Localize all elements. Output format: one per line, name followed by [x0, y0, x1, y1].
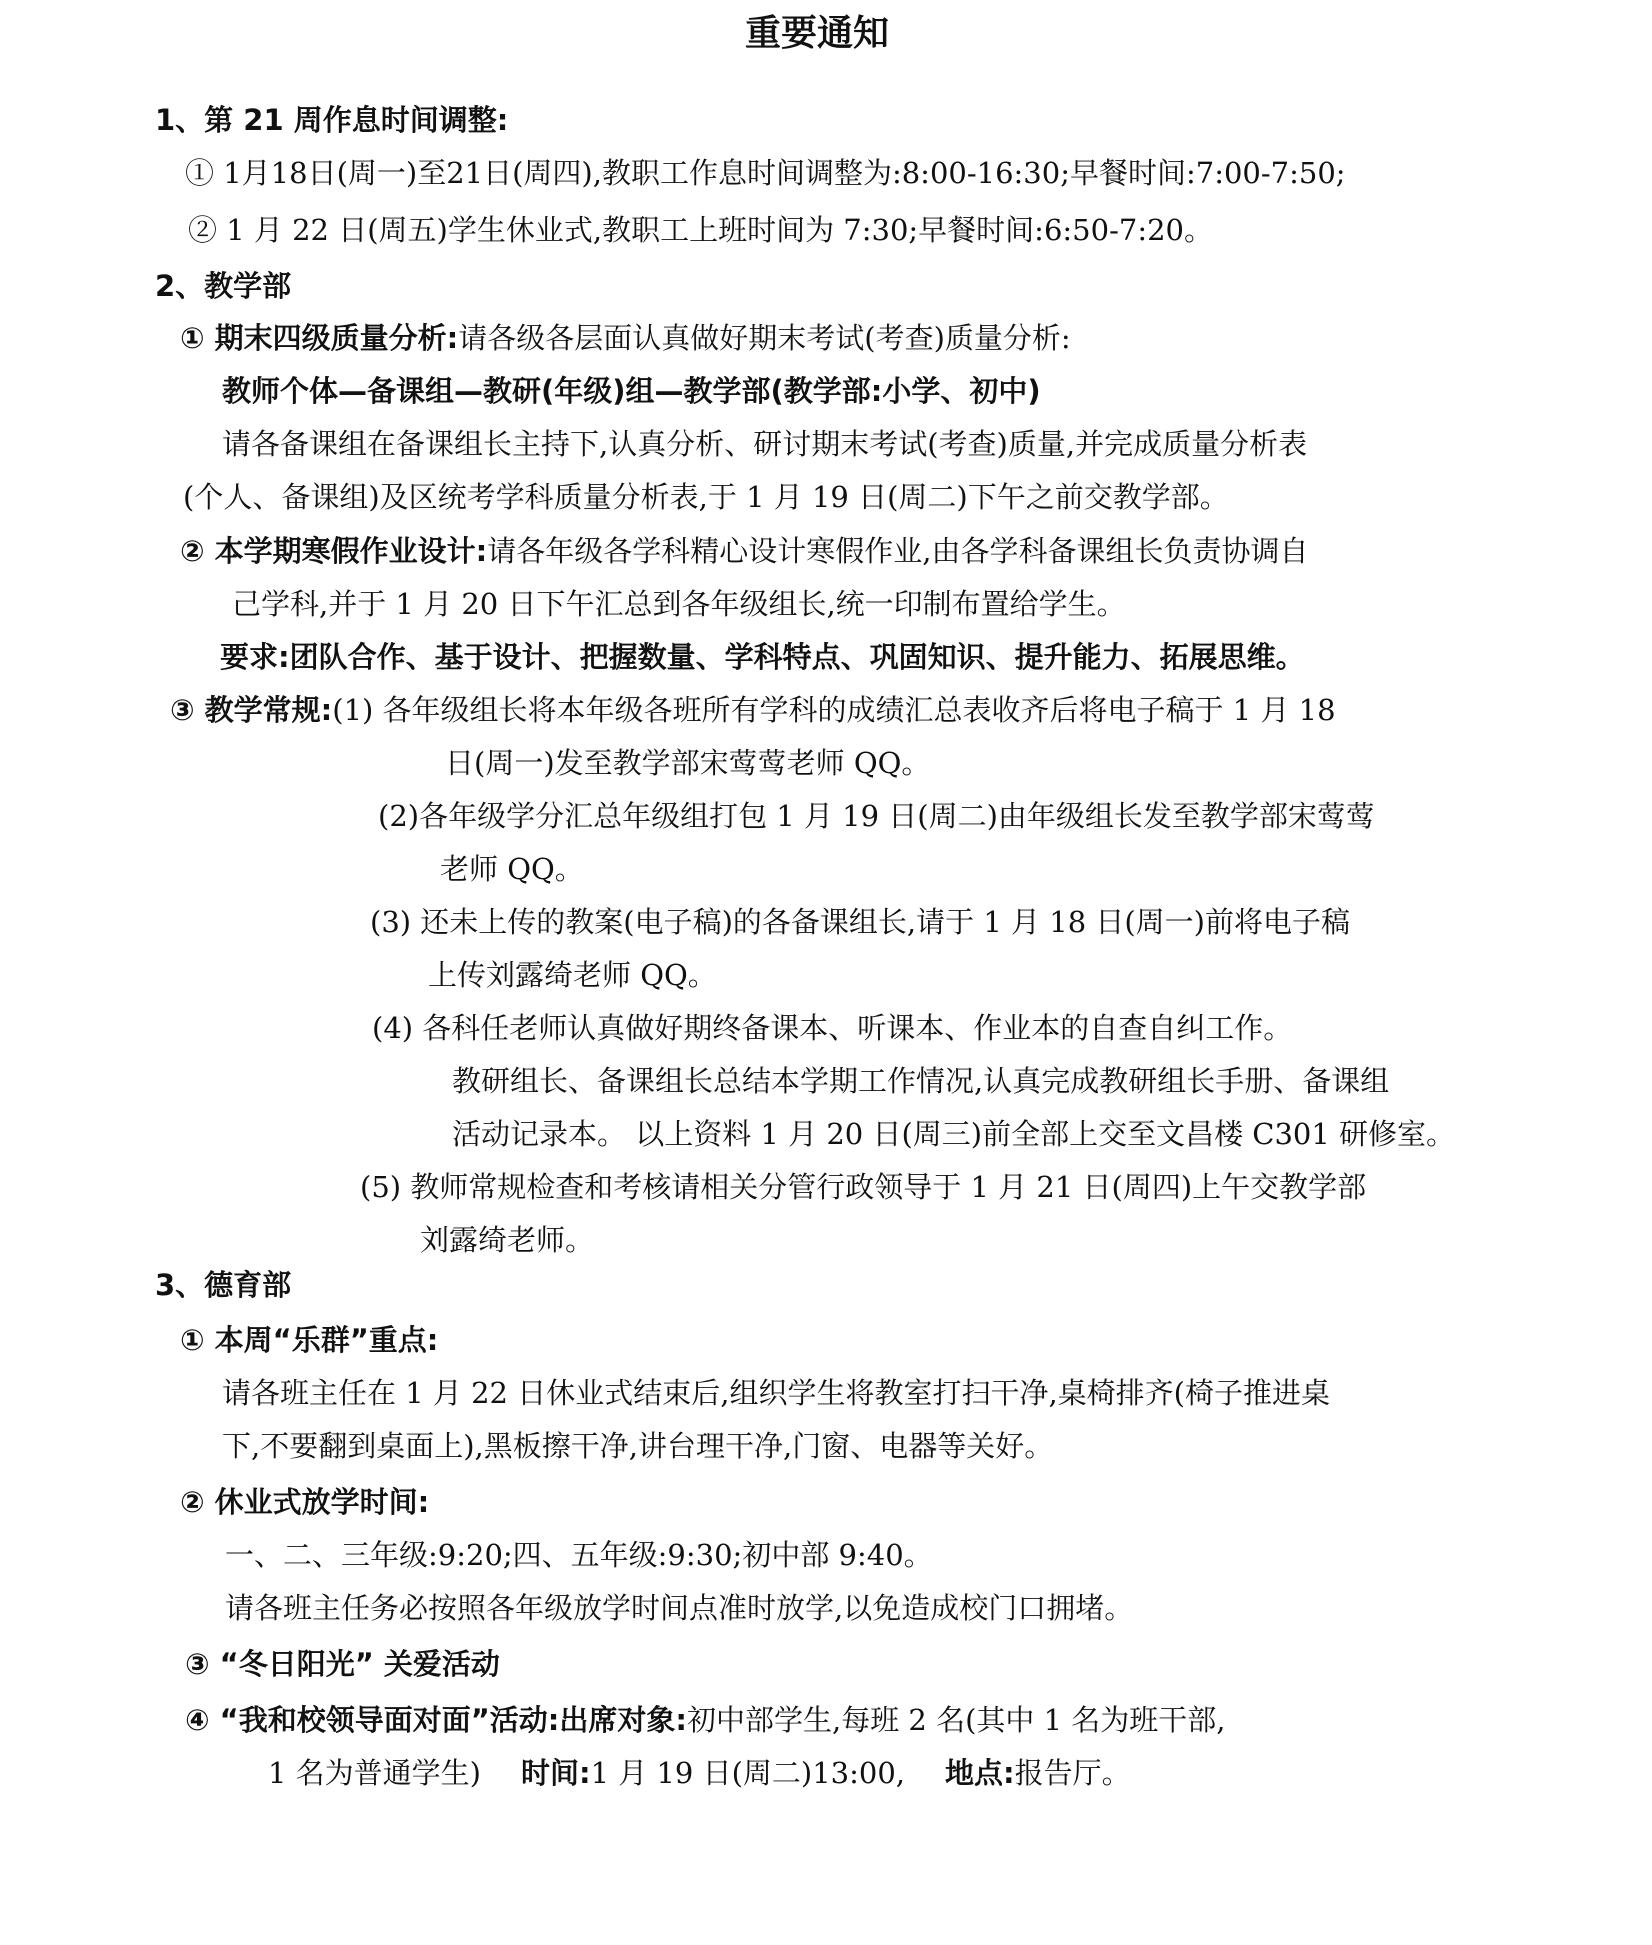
s3-item-1-label: ① 本周“乐群”重点:: [180, 1323, 439, 1357]
section-3-heading: 3、德育部: [155, 1268, 292, 1302]
s3-item-1-para-1: 请各班主任在 1 月 22 日休业式结束后,组织学生将教室打扫干净,桌椅排齐(椅子推进桌: [222, 1376, 1330, 1410]
s3-item-4-label: ④ “我和校领导面对面”活动:: [185, 1703, 560, 1737]
s3-item-4: [185, 1700, 1226, 1740]
s3-item-4-attendees: 初中部学生,每班 2 名(其中 1 名为班干部,: [686, 1703, 1226, 1737]
s2-item-3-sub-5b: 刘露绮老师。: [420, 1223, 595, 1257]
s2-item-3-label: ③ 教学常规:: [170, 693, 333, 727]
s2-item-3-sub-4c: 活动记录本。 以上资料 1 月 20 日(周三)前全部上交至文昌楼 C301 研修室。: [452, 1117, 1456, 1151]
s3-item-2-label: ② 休业式放学时间:: [180, 1485, 430, 1519]
s3-item-4-place-label: 地点:: [945, 1756, 1015, 1790]
s1-item-1: ① 1月18日(周一)至21日(周四),教职工作息时间调整为:8:00-16:30;早餐时间:7:00-7:50;: [185, 156, 1346, 190]
s3-item-2-para-1: 一、二、三年级:9:20;四、五年级:9:30;初中部 9:40。: [225, 1538, 933, 1572]
s2-item-2-requirements: 要求:团队合作、基于设计、把握数量、学科特点、巩固知识、提升能力、拓展思维。: [220, 640, 1305, 674]
s2-item-3-sub-4a: (4) 各科任老师认真做好期终备课本、听课本、作业本的自查自纠工作。: [372, 1011, 1293, 1045]
s2-item-2-para-2: 己学科,并于 1 月 20 日下午汇总到各年级组长,统一印制布置给学生。: [232, 587, 1126, 621]
s3-item-4-note: 1 名为普通学生): [268, 1756, 481, 1790]
page-title: 重要通知: [745, 13, 890, 54]
s2-item-3-sub-4b: 教研组长、备课组长总结本学期工作情况,认真完成教研组长手册、备课组: [452, 1064, 1390, 1098]
s2-item-1-para-2: (个人、备课组)及区统考学科质量分析表,于 1 月 19 日(周二)下午之前交教学部。: [183, 480, 1229, 514]
s2-item-3-sub-1a: (1) 各年级组长将本年级各班所有学科的成绩汇总表收齐后将电子稿于 1 月 18: [332, 693, 1336, 727]
s3-item-4-line-2: [268, 1753, 1131, 1793]
s2-item-1-para-1: 请各备课组在备课组长主持下,认真分析、研讨期末考试(考查)质量,并完成质量分析表: [222, 427, 1308, 461]
s3-item-4-place: 报告厅。: [1014, 1756, 1131, 1790]
s2-item-3: [170, 690, 1336, 730]
s2-item-1: [180, 318, 1071, 358]
s3-item-1-para-2: 下,不要翻到桌面上),黑板擦干净,讲台理干净,门窗、电器等关好。: [222, 1429, 1054, 1463]
s2-item-3-sub-2b: 老师 QQ。: [440, 852, 584, 886]
s2-item-2-label: ② 本学期寒假作业设计:: [180, 534, 488, 568]
s2-item-3-sub-3b: 上传刘露绮老师 QQ。: [428, 958, 717, 992]
s2-item-2: [180, 531, 1308, 571]
s2-item-3-sub-3a: (3) 还未上传的教案(电子稿)的各备课组长,请于 1 月 18 日(周一)前将电子稿: [370, 905, 1350, 939]
s3-item-2-para-2: 请各班主任务必按照各年级放学时间点准时放学,以免造成校门口拥堵。: [225, 1591, 1134, 1625]
section-1-heading: 1、第 21 周作息时间调整:: [155, 103, 509, 137]
section-2-heading: 2、教学部: [155, 269, 292, 303]
s2-item-3-sub-5a: (5) 教师常规检查和考核请相关分管行政领导于 1 月 21 日(周四)上午交教学部: [360, 1170, 1367, 1204]
s2-item-1-chain: 教师个体—备课组—教研(年级)组—教学部(教学部:小学、初中): [222, 374, 1041, 408]
s3-item-4-attendees-label: 出席对象:: [559, 1703, 687, 1737]
s2-item-1-label: ① 期末四级质量分析:: [180, 321, 459, 355]
s3-item-4-time-label: 时间:: [520, 1756, 591, 1790]
s3-item-3-label: ③ “冬日阳光” 关爱活动: [185, 1647, 500, 1681]
s2-item-3-sub-1b: 日(周一)发至教学部宋莺莺老师 QQ。: [445, 746, 931, 780]
s2-item-3-sub-2a: (2)各年级学分汇总年级组打包 1 月 19 日(周二)由年级组长发至教学部宋莺莺: [378, 799, 1375, 833]
s3-item-4-time: 1 月 19 日(周二)13:00,: [590, 1756, 906, 1790]
s2-item-2-text: 请各年级各学科精心设计寒假作业,由各学科备课组长负责协调自: [487, 534, 1309, 568]
s1-item-2: ② 1 月 22 日(周五)学生休业式,教职工上班时间为 7:30;早餐时间:6:50-7:20。: [188, 213, 1213, 247]
s2-item-1-text: 请各级各层面认真做好期末考试(考查)质量分析:: [458, 321, 1071, 355]
